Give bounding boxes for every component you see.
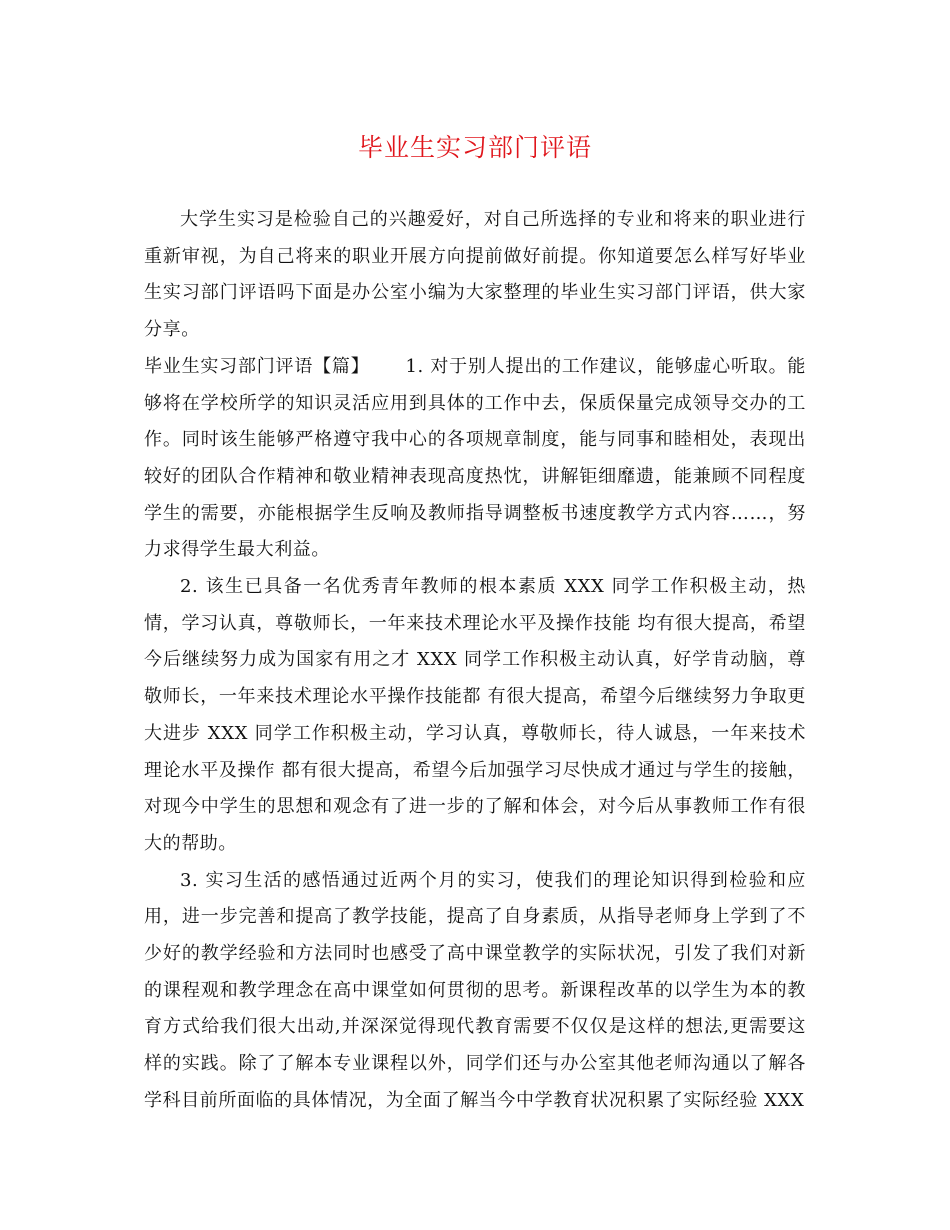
document-body xyxy=(144,202,806,1120)
section-paragraph-1 xyxy=(144,349,806,569)
item-2-paragraph: 2. 该生已具备一名优秀青年教师的根本素质 XXX 同学工作积极主动，热情，学习认真，尊敬师长，一年来技术理论水平及操作技能 均有很大提高，希望今后继续努力成为国家有用之才 XXX 同学工作积极主动认真，好学肯动脑，尊敬师长，一年来技术理论水平操作技能都 有很大提高，希望今后继续努力争取更大进步 XXX 同学工作积极主动，学习认真，尊敬师长，待人诚恳，一年来技术理论水平及操作 都有很大提高，希望今后加强学习尽快成才通过与学生的接触，对现今中学生的思想和观念有了进一步的了解和体会，对今后从事教师工作有很大的帮助。 xyxy=(144,576,806,854)
item-3-paragraph: 3. 实习生活的感悟通过近两个月的实习，使我们的理论知识得到检验和应用，进一步完善和提高了教学技能，提高了自身素质，从指导老师身上学到了不少好的教学经验和方法同时也感受了高中课堂教学的实际状况，引发了我们对新的课程观和教学理念在高中课堂如何贯彻的思考。新课程改革的以学生为本的教育方式给我们很大出动,并深深觉得现代教育需要不仅仅是这样的想法,更需要这样的实践。除了了解本专业课程以外，同学们还与办公室其他老师沟通以了解各学科目前所面临的具体情况，为全面了解当今中学教育状况积累了实际经验 XXX xyxy=(144,869,806,1111)
section-heading: 毕业生实习部门评语【篇】 xyxy=(144,355,370,377)
page-title: 毕业生实习部门评语 xyxy=(357,133,592,162)
item-1-text: 1. 对于别人提出的工作建议，能够虚心听取。能够将在学校所学的知识灵活应用到具体的工作中去，保质保量完成领导交办的工作。同时该生能够严格遵守我中心的各项规章制度，能与同事和睦相处，表现出较好的团队合作精神和敬业精神表现高度热忱，讲解钜细靡遗，能兼顾不同程度学生的需要，亦能根据学生反响及教师指导调整板书速度教学方式内容……，努力求得学生最大利益。 xyxy=(144,355,806,561)
intro-paragraph: 大学生实习是检验自己的兴趣爱好，对自己所选择的专业和将来的职业进行重新审视，为自己将来的职业开展方向提前做好前提。你知道要怎么样写好毕业生实习部门评语吗下面是办公室小编为大家整理的毕业生实习部门评语，供大家分享。 xyxy=(144,209,806,341)
